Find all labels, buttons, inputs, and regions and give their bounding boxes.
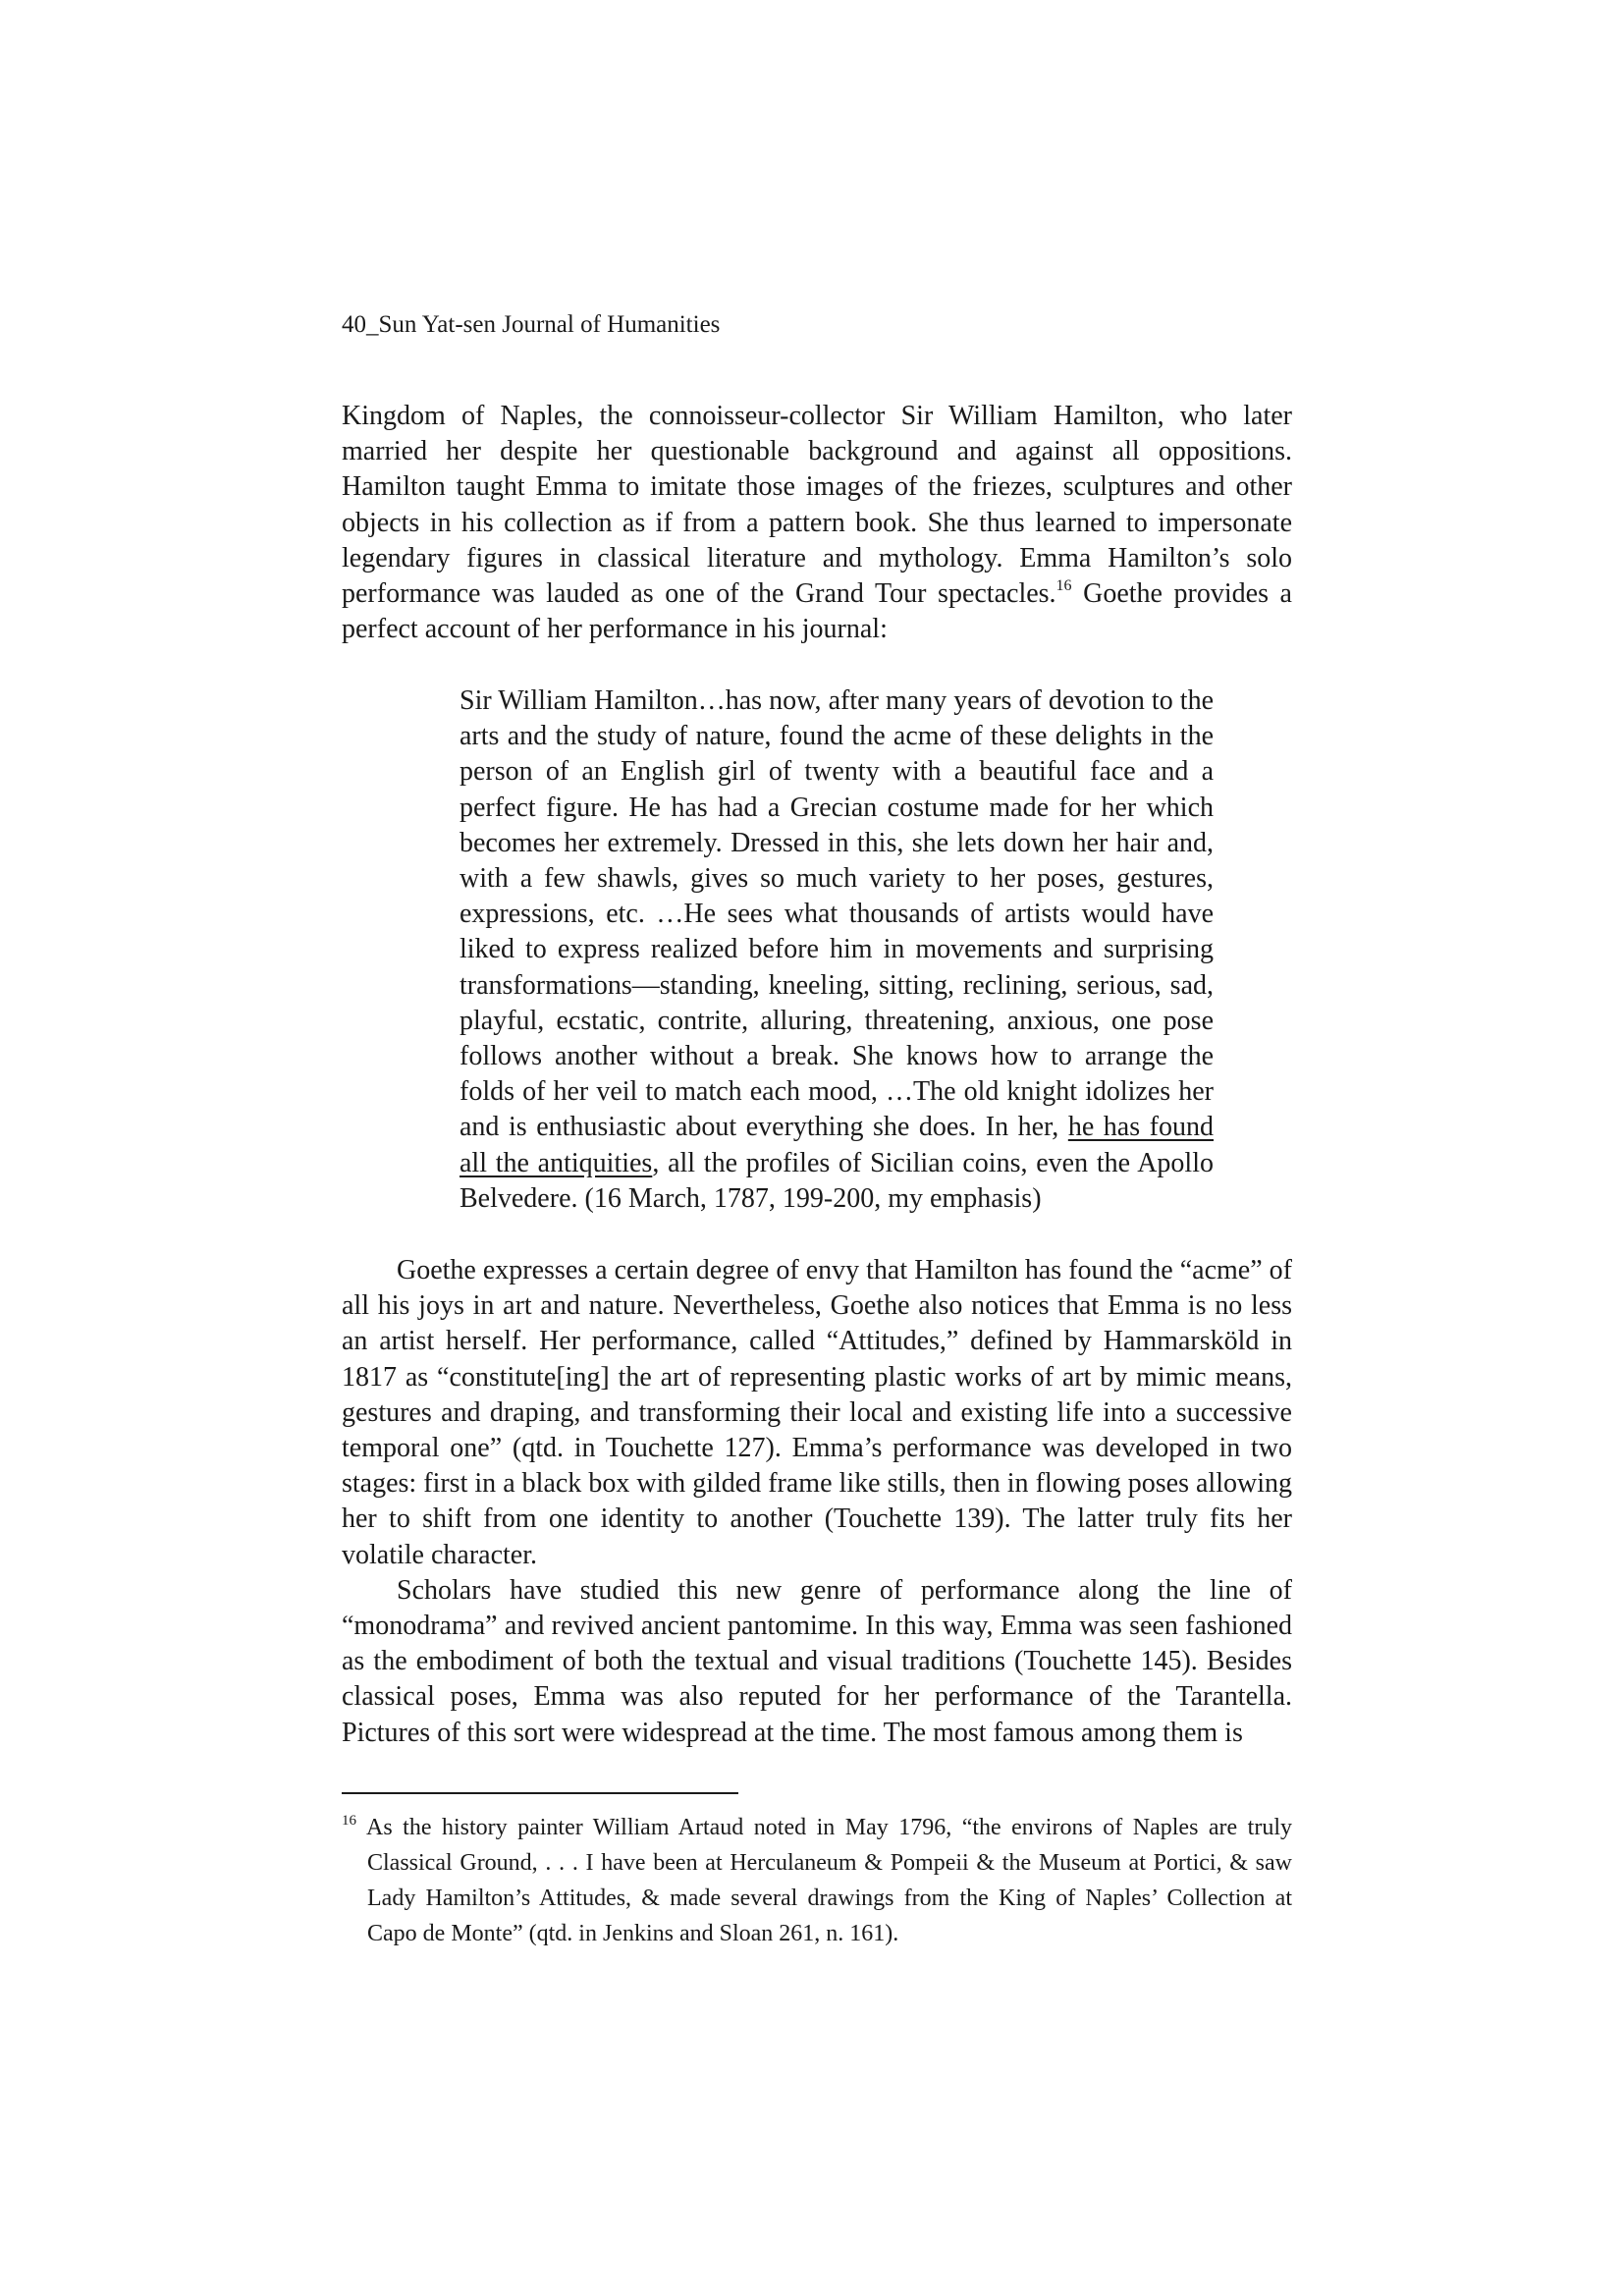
paragraph-2: Goethe expresses a certain degree of envy that Hamilton has found the “acme” of all his joys in art and nature. Nevertheless, Goethe also notices that Emma is no less an artist herself. Her performance, called “Attitudes,” defined by Hammarsköld in 1817 as “constitute[ing] the art of representing plastic works of art by mimic means, gestures and draping, and transforming their local and existing life into a successive temporal one” (qtd. in Touchette 127). Emma’s performance was developed in two stages: first in a black box with gilded frame like stills, then in flowing poses allowing her to shift from one identity to another (Touchette 139). The latter truly fits her volatile character. [342,1255,1292,1570]
running-head: 40_Sun Yat-sen Journal of Humanities [342,311,721,338]
paragraph-1-text [342,399,1292,647]
footnote-number: 16 [342,1813,356,1829]
body-continuation [342,1253,1292,1751]
paragraph-1-text-a: Kingdom of Naples, the connoisseur-collector Sir William Hamilton, who later married her despite her questionable background and against all oppositions. Hamilton taught Emma to imitate those images of the friezes, sculptures and other objects in his collection as if from a pattern book. She thus learned to impersonate legendary figures in classical literature and mythology. Emma Hamilton’s solo performance was lauded as one of the Grand Tour spectacles. [342,401,1292,610]
footnote-reference: 16 [1055,577,1072,595]
block-quote-text-b: , all the profiles of Sicilian coins, even the Apollo Belvedere. (16 March, 1787, 199-200, my emphasis) [460,1147,1214,1214]
block-quote-text-a: Sir William Hamilton…has now, after many years of devotion to the arts and the study of nature, found the acme of these delights in the person of an English girl of twenty with a beautiful face and a perfect figure. He has had a Grecian costume made for her which becomes her extremely. Dressed in this, she lets down her hair and, with a few shawls, gives so much variety to her poses, gestures, expressions, etc. …He sees what thousands of artists would have liked to express realized before him in movements and surprising transformations—standing, kneeling, sitting, reclining, serious, sad, playful, ecstatic, contrite, alluring, threatening, anxious, one pose follows another without a break. She knows how to arrange the folds of her veil to match each mood, …The old knight idolizes her and is enthusiastic about everything she does. In her, [460,685,1214,1143]
footnote-text: As the history painter William Artaud noted in May 1796, “the environs of Naples are truly Classical Ground, . . . I have been at Herculaneum & Pompeii & the Museum at Portici, & saw Lady Hamilton’s Attitudes, & made several drawings from the King of Naples’ Collection at Capo de Monte” (qtd. in Jenkins and Sloan 261, n. 161). [366,1815,1292,1946]
paragraph-1 [342,399,1292,647]
footnote-divider [342,1792,738,1794]
block-quote [460,683,1214,1217]
block-quote-underlined-emphasis: he has found all the antiquities [460,1112,1214,1178]
paragraph-3: Scholars have studied this new genre of performance along the line of “monodrama” and revived ancient pantomime. In this way, Emma was seen fashioned as the embodiment of both the textual and visual traditions (Touchette 145). Besides classical poses, Emma was also reputed for her performance of the Tarantella. Pictures of this sort were widespread at the time. The most famous among them is [342,1574,1292,1748]
footnote [342,1810,1292,1951]
paragraph-1-text-b: Goethe provides a perfect account of her performance in his journal: [342,578,1292,645]
